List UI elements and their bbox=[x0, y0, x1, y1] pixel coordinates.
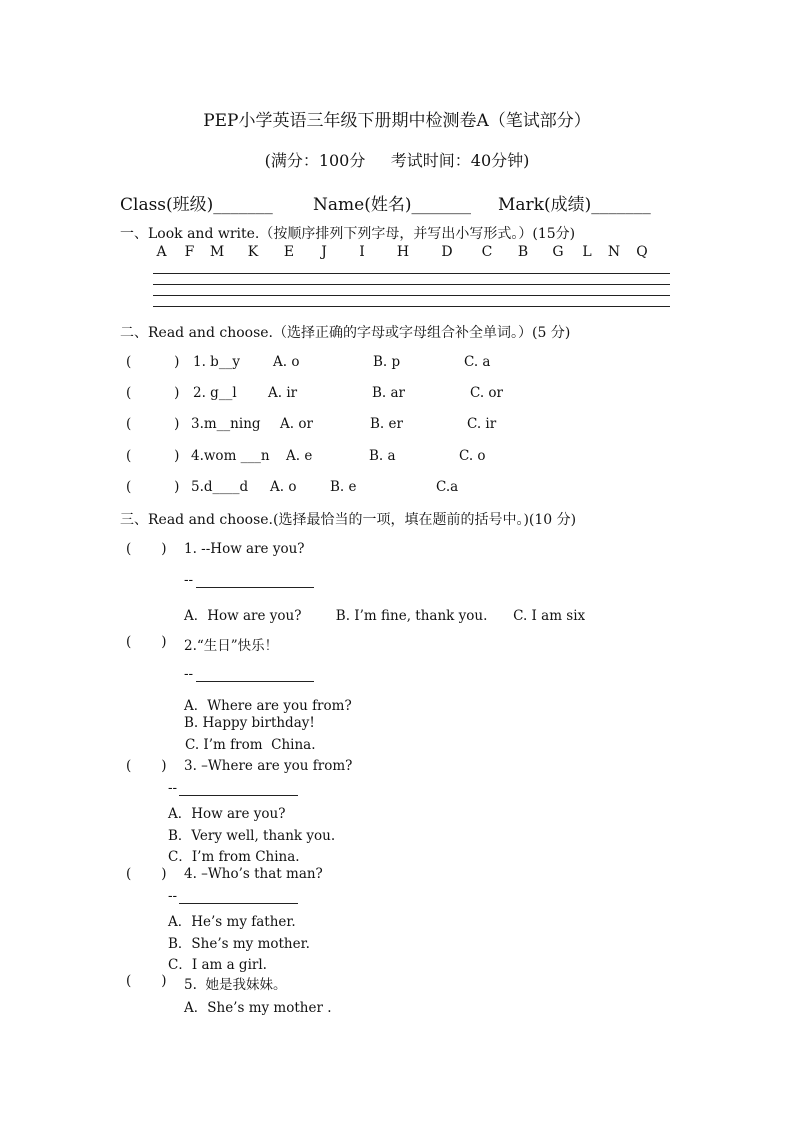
section3-heading: 三、Read and choose.(选择最恰当的一项，填在题前的括号中。)(10 分) bbox=[120, 512, 577, 528]
question-stem: 5.d____d bbox=[191, 479, 249, 495]
question-stem: 4.wom ___n bbox=[191, 448, 270, 464]
exam-meta: (满分：100分 考试时间：40分钟) bbox=[264, 151, 530, 170]
answer-blank[interactable] bbox=[179, 781, 298, 796]
answer-paren[interactable]: ( ) bbox=[126, 448, 180, 464]
letter-row bbox=[145, 244, 655, 260]
answer-paren[interactable]: ( ) bbox=[126, 866, 167, 882]
letter: E bbox=[283, 244, 295, 260]
question-stem: 1. --How are you? bbox=[184, 541, 305, 557]
option-b: B．She’s my mother. bbox=[168, 936, 310, 952]
answer-prefix: -- bbox=[168, 780, 178, 796]
section1-heading: 一、Look and write.（按顺序排列下列字母，并写出小写形式。）(15分) bbox=[120, 226, 576, 242]
option-b: B. p bbox=[373, 354, 401, 370]
answer-paren[interactable]: ( ) bbox=[126, 354, 180, 370]
answer-paren[interactable]: ( ) bbox=[126, 973, 167, 989]
answer-paren[interactable]: ( ) bbox=[126, 479, 180, 495]
question-stem: 4. –Who’s that man? bbox=[184, 866, 323, 882]
option-a: A. o bbox=[270, 479, 297, 495]
question-stem: 1. b__y bbox=[193, 354, 240, 370]
question-stem: 3. –Where are you from? bbox=[184, 758, 353, 774]
mark-field[interactable]: Mark(成绩)_______ bbox=[498, 195, 651, 215]
section2-heading: 二、Read and choose.（选择正确的字母或字母组合补全单词。）(5 分) bbox=[120, 325, 571, 341]
question-stem: 2.“生日”快乐！ bbox=[184, 638, 279, 654]
option-a: A．Where are you from? bbox=[184, 698, 352, 714]
answer-paren[interactable]: ( ) bbox=[126, 758, 167, 774]
writing-line[interactable] bbox=[153, 273, 670, 274]
option-a: A. e bbox=[286, 448, 313, 464]
name-field[interactable]: Name(姓名)_______ bbox=[313, 195, 471, 215]
option-b: B. er bbox=[370, 416, 403, 432]
option-b: B. Happy birthday! bbox=[184, 715, 315, 731]
option-c: C. ir bbox=[467, 416, 497, 432]
option-a: A．She’s my mother . bbox=[184, 1000, 332, 1016]
letter: A bbox=[156, 244, 167, 260]
question-stem: 5. 她是我妹妹。 bbox=[184, 977, 287, 993]
question-stem: 3.m__ning bbox=[191, 416, 261, 432]
option-a: A. o bbox=[273, 354, 300, 370]
answer-paren[interactable]: ( ) bbox=[126, 634, 167, 650]
option-c: C．I’m from China. bbox=[168, 849, 300, 865]
answer-paren[interactable]: ( ) bbox=[126, 416, 180, 432]
answer-paren[interactable]: ( ) bbox=[126, 541, 167, 557]
class-field[interactable]: Class(班级)_______ bbox=[120, 195, 273, 215]
option-b: B．Very well, thank you. bbox=[168, 828, 336, 844]
letter: Q bbox=[636, 244, 648, 260]
answer-blank[interactable] bbox=[196, 667, 314, 682]
answer-blank[interactable] bbox=[179, 889, 298, 904]
option-c: C. a bbox=[464, 354, 491, 370]
answer-blank[interactable] bbox=[196, 573, 314, 588]
letter: M bbox=[209, 244, 225, 260]
letter: I bbox=[359, 244, 365, 260]
option-c: C. o bbox=[459, 448, 486, 464]
option-a: A．He’s my father. bbox=[168, 914, 296, 930]
letter: C bbox=[481, 244, 493, 260]
letter: L bbox=[582, 244, 592, 260]
answer-paren[interactable]: ( ) bbox=[126, 385, 180, 401]
answer-prefix: -- bbox=[184, 572, 194, 588]
letter: D bbox=[441, 244, 453, 260]
options-line: A．How are you? B. I’m fine, thank you. C. I am six bbox=[184, 608, 586, 624]
letter: K bbox=[247, 244, 259, 260]
answer-prefix: -- bbox=[168, 888, 178, 904]
letter: J bbox=[321, 244, 327, 260]
option-c: C. I’m from China. bbox=[185, 737, 316, 753]
letter: G bbox=[552, 244, 564, 260]
letter: H bbox=[396, 244, 410, 260]
question-stem: 2. g__l bbox=[193, 385, 237, 401]
option-a: A. or bbox=[280, 416, 313, 432]
writing-line[interactable] bbox=[153, 295, 670, 296]
letter: F bbox=[184, 244, 195, 260]
letter: B bbox=[517, 244, 529, 260]
writing-line[interactable] bbox=[153, 284, 670, 285]
option-c: C. or bbox=[470, 385, 504, 401]
letter: N bbox=[607, 244, 621, 260]
option-b: B. e bbox=[330, 479, 357, 495]
page-title: PEP小学英语三年级下册期中检测卷A（笔试部分） bbox=[203, 111, 591, 131]
writing-line[interactable] bbox=[153, 306, 670, 307]
answer-prefix: -- bbox=[184, 666, 194, 682]
option-a: A. ir bbox=[268, 385, 298, 401]
option-b: B. ar bbox=[372, 385, 406, 401]
option-c: C．I am a girl. bbox=[168, 957, 267, 973]
option-b: B. a bbox=[369, 448, 396, 464]
option-a: A．How are you? bbox=[168, 806, 286, 822]
option-c: C.a bbox=[436, 479, 459, 495]
